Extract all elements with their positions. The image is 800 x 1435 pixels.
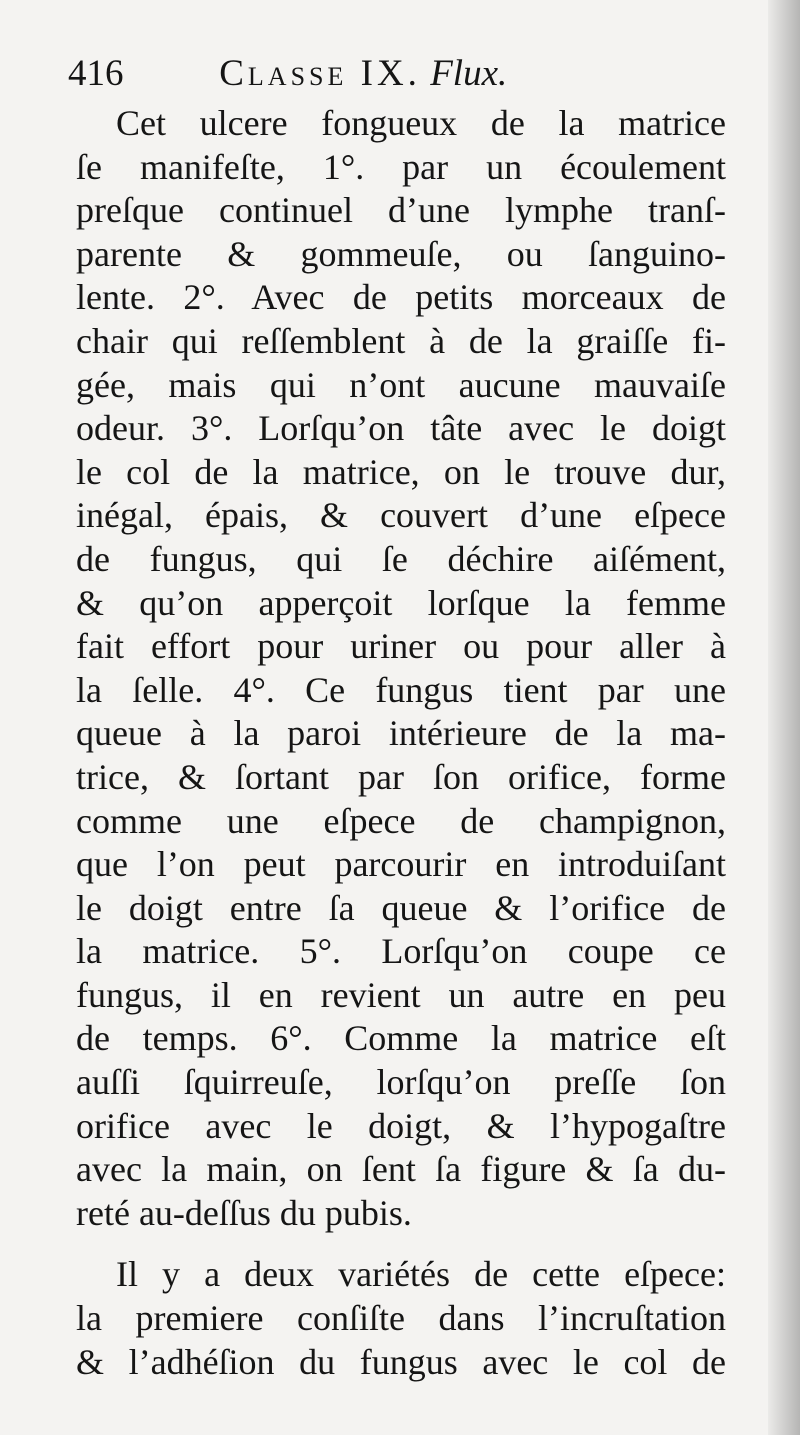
text-line: Cet ulcere fongueux de la matrice	[116, 103, 726, 143]
running-header	[68, 52, 708, 96]
text-line: inégal, épais, & couvert d’une eſpece	[76, 495, 726, 536]
text-line: avec la main, on ſent ſa figure & ſa du-	[76, 1149, 726, 1190]
text-line: de temps. 6°. Comme la matrice eſt	[76, 1018, 726, 1059]
body-text	[76, 102, 726, 1384]
text-line: odeur. 3°. Lorſqu’on tâte avec le doigt	[76, 408, 726, 449]
text-line: Il y a deux variétés de cette eſpece:	[116, 1254, 726, 1295]
text-line: la premiere conſiſte dans l’incruſtation	[76, 1298, 726, 1339]
text-line: le col de la matrice, on le trouve dur,	[76, 451, 726, 492]
text-line: le doigt entre ſa queue & l’orifice de	[76, 887, 726, 928]
text-line: la ſelle. 4°. Ce fungus tient par une	[76, 669, 726, 710]
text-line: reté au-deſſus du pubis.	[76, 1192, 412, 1233]
text-line: que l’on peut parcourir en introduiſant	[76, 844, 726, 885]
text-line: orifice avec le doigt, & l’hypogaſtre	[76, 1105, 726, 1146]
text-line: comme une eſpece de champignon,	[76, 800, 726, 841]
text-line: gée, mais qui n’ont aucune mauvaiſe	[76, 364, 726, 405]
text-line: de fungus, qui ſe déchire aiſément,	[76, 538, 726, 579]
running-title: Classe IX.	[219, 53, 421, 94]
page-number: 416	[68, 53, 124, 94]
text-line: chair qui reſſemblent à de la graiſſe fi-	[76, 320, 726, 361]
text-line: parente & gommeuſe, ou ſanguino-	[76, 233, 726, 274]
text-line: fait effort pour uriner ou pour aller à	[76, 626, 726, 667]
page-gutter-shadow	[768, 0, 800, 1435]
text-line: lente. 2°. Avec de petits morceaux de	[76, 277, 726, 318]
paragraph-spacing	[76, 1235, 726, 1253]
text-line: ſe manifeſte, 1°. par un écoulement	[76, 146, 726, 187]
text-line: la matrice. 5°. Lorſqu’on coupe ce	[76, 931, 726, 972]
text-line: auſſi ſquirreuſe, lorſqu’on preſſe ſon	[76, 1062, 726, 1103]
text-line: trice, & ſortant par ſon orifice, forme	[76, 756, 726, 797]
text-line: fungus, il en revient un autre en peu	[76, 974, 726, 1015]
running-topic: Flux.	[430, 53, 508, 94]
text-line: & qu’on apperçoit lorſque la femme	[76, 582, 726, 623]
text-line: queue à la paroi intérieure de la ma-	[76, 713, 726, 754]
text-line: preſque continuel d’une lymphe tranſ-	[76, 190, 726, 231]
text-line: & l’adhéſion du fungus avec le col de	[76, 1341, 726, 1382]
